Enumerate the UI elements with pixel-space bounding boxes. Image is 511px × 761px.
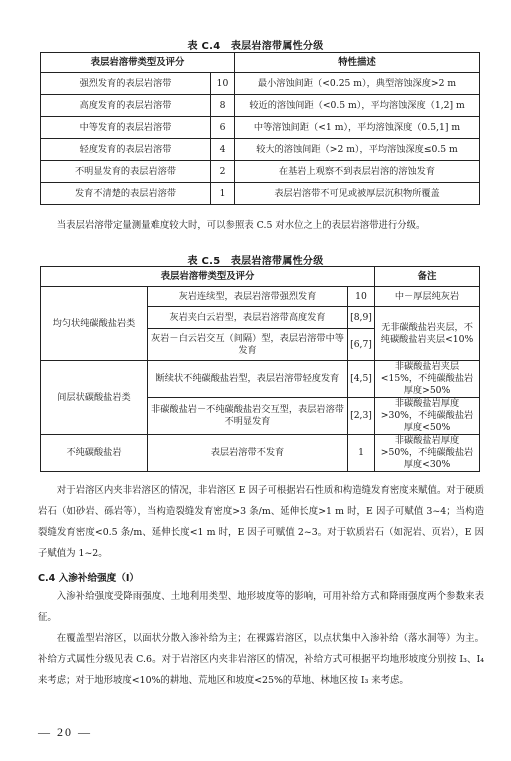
table-c5-score: [4,5] bbox=[348, 361, 375, 398]
table-c5-score: [2,3] bbox=[348, 398, 375, 435]
table-c5 bbox=[40, 266, 480, 472]
table-row bbox=[41, 95, 480, 117]
table-c5-note: 非碳酸盐岩夹层<15%，不纯碳酸盐岩厚度>50% bbox=[375, 361, 480, 398]
table-c4-score: 8 bbox=[211, 95, 235, 117]
table-row bbox=[41, 435, 480, 472]
table-c5-note: 非碳酸盐岩厚度>30%，不纯碳酸盐岩厚度<50% bbox=[375, 398, 480, 435]
table-c5-group: 均匀状纯碳酸盐岩类 bbox=[41, 287, 148, 361]
table-c4-score: 2 bbox=[211, 161, 235, 183]
table-c4-score: 10 bbox=[211, 73, 235, 95]
table-c5-score: 1 bbox=[348, 435, 375, 472]
table-c5-note: 中－厚层纯灰岩 bbox=[375, 287, 480, 307]
table-c5-desc: 表层岩溶带不发育 bbox=[148, 435, 348, 472]
table-c4-score: 1 bbox=[211, 183, 235, 205]
table-row bbox=[41, 139, 480, 161]
table-c4-header-desc: 特性描述 bbox=[235, 53, 480, 73]
table-c5-desc: 非碳酸盐岩－不纯碳酸盐岩交互型，表层岩溶带不明显发育 bbox=[148, 398, 348, 435]
table-c4-type: 高度发育的表层岩溶带 bbox=[41, 95, 211, 117]
table-c4-desc: 最小溶蚀间距（<0.25 m），典型溶蚀深度>2 m bbox=[235, 73, 480, 95]
table-row bbox=[41, 361, 480, 398]
table-c4-type: 发育不清楚的表层岩溶带 bbox=[41, 183, 211, 205]
table-c5-desc: 灰岩连续型，表层岩溶带强烈发育 bbox=[148, 287, 348, 307]
table-row bbox=[41, 183, 480, 205]
table-c4-header-type: 表层岩溶带类型及评分 bbox=[41, 53, 235, 73]
table-c4-caption: 表 C.4 表层岩溶带属性分级 bbox=[187, 41, 324, 52]
table-row bbox=[41, 287, 480, 307]
page-number: — 20 — bbox=[38, 725, 92, 739]
table-c5-score: [8,9] bbox=[348, 307, 375, 329]
table-row bbox=[41, 117, 480, 139]
paragraph-4: 在覆盖型岩溶区，以面状分散入渗补给为主；在裸露岩溶区，以点状集中入渗补给（落水洞等）为主。补给方式属性分级见表 C.6。对于岩溶区内夹非岩溶区的情况，补给方式可根据平均地形坡度分别按 I₃、I₄ 来考虑；对于地形坡度<10%的耕地、荒地区和坡度<25%的草地、林地区按 I₃ 来考虑。 bbox=[38, 633, 484, 686]
table-row bbox=[41, 73, 480, 95]
table-c4-desc: 表层岩溶带不可见或被厚层沉积物所覆盖 bbox=[235, 183, 480, 205]
table-c5-caption: 表 C.5 表层岩溶带属性分级 bbox=[187, 256, 324, 267]
table-c4-type: 不明显发育的表层岩溶带 bbox=[41, 161, 211, 183]
table-c4-score: 6 bbox=[211, 117, 235, 139]
table-c4-type: 轻度发育的表层岩溶带 bbox=[41, 139, 211, 161]
table-c4-type: 强烈发育的表层岩溶带 bbox=[41, 73, 211, 95]
table-c5-note: 无非碳酸盐岩夹层，不纯碳酸盐岩夹层<10% bbox=[375, 307, 480, 361]
table-c5-score: [6,7] bbox=[348, 329, 375, 361]
table-c4-type: 中等发育的表层岩溶带 bbox=[41, 117, 211, 139]
table-c4-desc: 较大的溶蚀间距（>2 m），平均溶蚀深度≤0.5 m bbox=[235, 139, 480, 161]
table-c4-desc: 中等溶蚀间距（<1 m），平均溶蚀深度（0.5,1] m bbox=[235, 117, 480, 139]
table-c5-desc: 灰岩－白云岩交互（间隔）型，表层岩溶带中等发育 bbox=[148, 329, 348, 361]
section-heading: C.4 入渗补给强度（I） bbox=[38, 573, 140, 584]
table-c5-score: 10 bbox=[348, 287, 375, 307]
table-c5-desc: 灰岩夹白云岩型，表层岩溶带高度发育 bbox=[148, 307, 348, 329]
table-c5-note: 非碳酸盐岩厚度>50%，不纯碳酸盐岩厚度<30% bbox=[375, 435, 480, 472]
table-c5-header-note: 备注 bbox=[375, 267, 480, 287]
table-c5-group: 不纯碳酸盐岩 bbox=[41, 435, 148, 472]
table-c4-desc: 较近的溶蚀间距（<0.5 m），平均溶蚀深度（1,2] m bbox=[235, 95, 480, 117]
paragraph-1: 当表层岩溶带定量测量难度较大时，可以参照表 C.5 对水位之上的表层岩溶带进行分级。 bbox=[56, 220, 426, 231]
paragraph-3: 入渗补给强度受降雨强度、土地利用类型、地形坡度等的影响，可用补给方式和降雨强度两个参数来表征。 bbox=[38, 591, 484, 623]
table-c5-header-type: 表层岩溶带类型及评分 bbox=[41, 267, 375, 287]
table-row bbox=[41, 161, 480, 183]
paragraph-2: 对于岩溶区内夹非岩溶区的情况，非岩溶区 E 因子可根据岩石性质和构造缝发育密度来赋值。对于硬质岩石（如砂岩、砾岩等），当构造裂缝发育密度>3 条/m、延伸长度>1 m 时，E 因子可赋值 3~4；当构造裂缝发育密度<0.5 条/m、延伸长度<1 m 时，E 因子可赋值 2~3。对于软质岩石（如泥岩、页岩），E 因子赋值为 1~2。 bbox=[38, 485, 484, 559]
table-c4-desc: 在基岩上观察不到表层岩溶的溶蚀发育 bbox=[235, 161, 480, 183]
table-c5-desc: 断续状不纯碳酸盐岩型，表层岩溶带轻度发育 bbox=[148, 361, 348, 398]
table-c4-score: 4 bbox=[211, 139, 235, 161]
table-c5-group: 间层状碳酸盐岩类 bbox=[41, 361, 148, 435]
table-c4 bbox=[40, 52, 480, 205]
